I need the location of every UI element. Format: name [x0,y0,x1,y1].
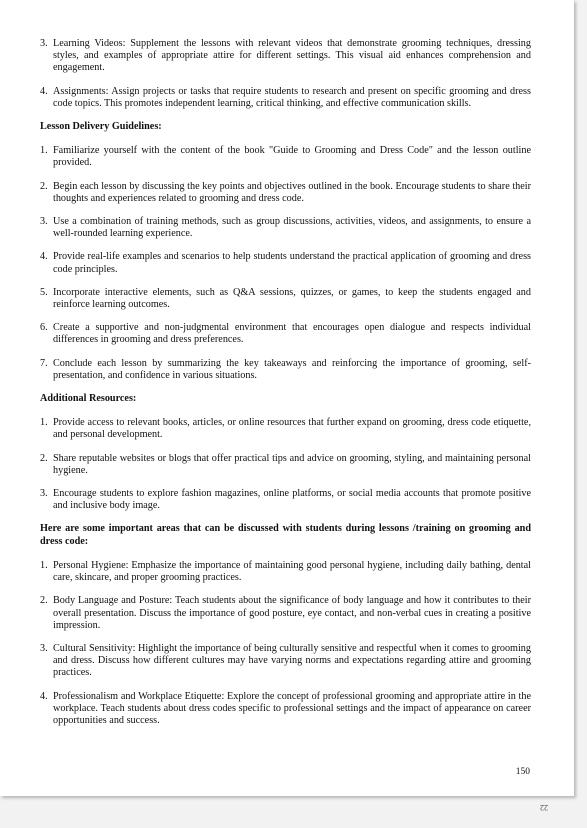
page-number: 150 [515,767,530,777]
list-item-text: Use a combination of training methods, such as group discussions, activities, videos, and assignments, to ensure a well-rounded learning experience. [53,216,531,240]
list-item-number: 5. [40,286,48,298]
list-item [40,643,531,680]
additional-resources-list [40,417,531,512]
next-page-edge-number: 22 [540,803,548,812]
list-item [40,145,531,169]
list-item [40,38,531,75]
lesson-delivery-heading: Lesson Delivery Guidelines: [40,121,162,133]
list-item-number: 1. [40,559,48,571]
list-item-number: 3. [40,38,48,49]
list-item-number: 3. [40,488,48,500]
list-item-text: Create a supportive and non-judgmental environment that encourages open dialogue and respects individual differences in grooming and dress preferences. [53,322,531,346]
list-item-text: Cultural Sensitivity: Highlight the importance of being culturally sensitive and respectful when it comes to grooming and dress. Discuss how different cultures may have varying norms and expectations regarding attire and grooming practices. [53,642,531,679]
list-item-number: 6. [40,322,48,334]
list-item [40,181,531,205]
list-item [40,453,531,477]
list-item-text: Personal Hygiene: Emphasize the importance of maintaining good personal hygiene, including daily bathing, dental care, skincare, and proper grooming practices. [53,559,531,584]
list-item-number: 7. [40,357,48,369]
list-item [40,287,531,311]
list-item-number: 4. [40,85,48,97]
list-item [40,417,531,441]
list-item-text: Professionalism and Workplace Etiquette: Explore the concept of professional grooming and appropriate attire in the workplace. Teach students about dress codes specific to professional settings and the impact of appearance on career opportunities and success. [53,690,531,726]
list-item-number: 1. [40,417,48,429]
list-item-text: Learning Videos: Supplement the lessons with relevant videos that demonstrate grooming techniques, dressing styles, and examples of appropriate attire for different settings. This visual aid enhances comprehension and engagement. [53,38,531,74]
list-item [40,560,531,584]
list-item-text: Body Language and Posture: Teach students about the significance of body language and how it contributes to their overall presentation. Discuss the importance of good posture, eye contact, and non-verbal cues in creating a positive impression. [53,595,531,631]
list-item-number: 4. [40,251,48,263]
list-item-number: 2. [40,595,48,607]
important-areas-heading: Here are some important areas that can be discussed with students during lessons /training on grooming and dress code: [40,523,531,547]
list-item [40,358,531,382]
list-item [40,595,531,632]
list-item-text: Assignments: Assign projects or tasks that require students to research and present on specific grooming and dress code topics. This promotes independent learning, critical thinking, and effective communication skills. [53,85,531,109]
list-item-text: Provide access to relevant books, articles, or online resources that further expand on grooming, dress code etiquette, and personal development. [53,417,531,441]
list-item [40,691,531,728]
page-content [40,38,531,738]
list-item-text: Encourage students to explore fashion magazines, online platforms, or social media accounts that promote positive and inclusive body image. [53,488,531,512]
top-list [40,38,531,110]
list-item-text: Share reputable websites or blogs that offer practical tips and advice on grooming, styling, and maintaining personal hygiene. [53,452,531,476]
list-item-number: 2. [40,452,48,464]
list-item-text: Provide real-life examples and scenarios to help students understand the practical application of grooming and dress code principles. [53,251,531,275]
list-item-text: Conclude each lesson by summarizing the key takeaways and reinforcing the importance of grooming, self-presentation, and confidence in various situations. [53,357,531,381]
list-item [40,216,531,240]
list-item-number: 1. [40,145,48,157]
list-item-text: Begin each lesson by discussing the key points and objectives outlined in the book. Encourage students to share their thoughts and experiences related to grooming and dress code. [53,180,531,204]
list-item-number: 3. [40,642,48,654]
list-item-text: Incorporate interactive elements, such as Q&A sessions, quizzes, or games, to keep the students engaged and reinforce learning outcomes. [53,286,531,311]
additional-resources-heading: Additional Resources: [40,393,137,405]
list-item [40,488,531,512]
list-item [40,322,531,346]
list-item-number: 2. [40,180,48,192]
list-item-text: Familiarize yourself with the content of the book "Guide to Grooming and Dress Code" and the lesson outline provided. [53,145,531,169]
list-item [40,251,531,275]
important-areas-list [40,560,531,727]
list-item [40,86,531,110]
list-item-number: 3. [40,216,48,228]
lesson-delivery-list [40,145,531,382]
list-item-number: 4. [40,690,48,702]
